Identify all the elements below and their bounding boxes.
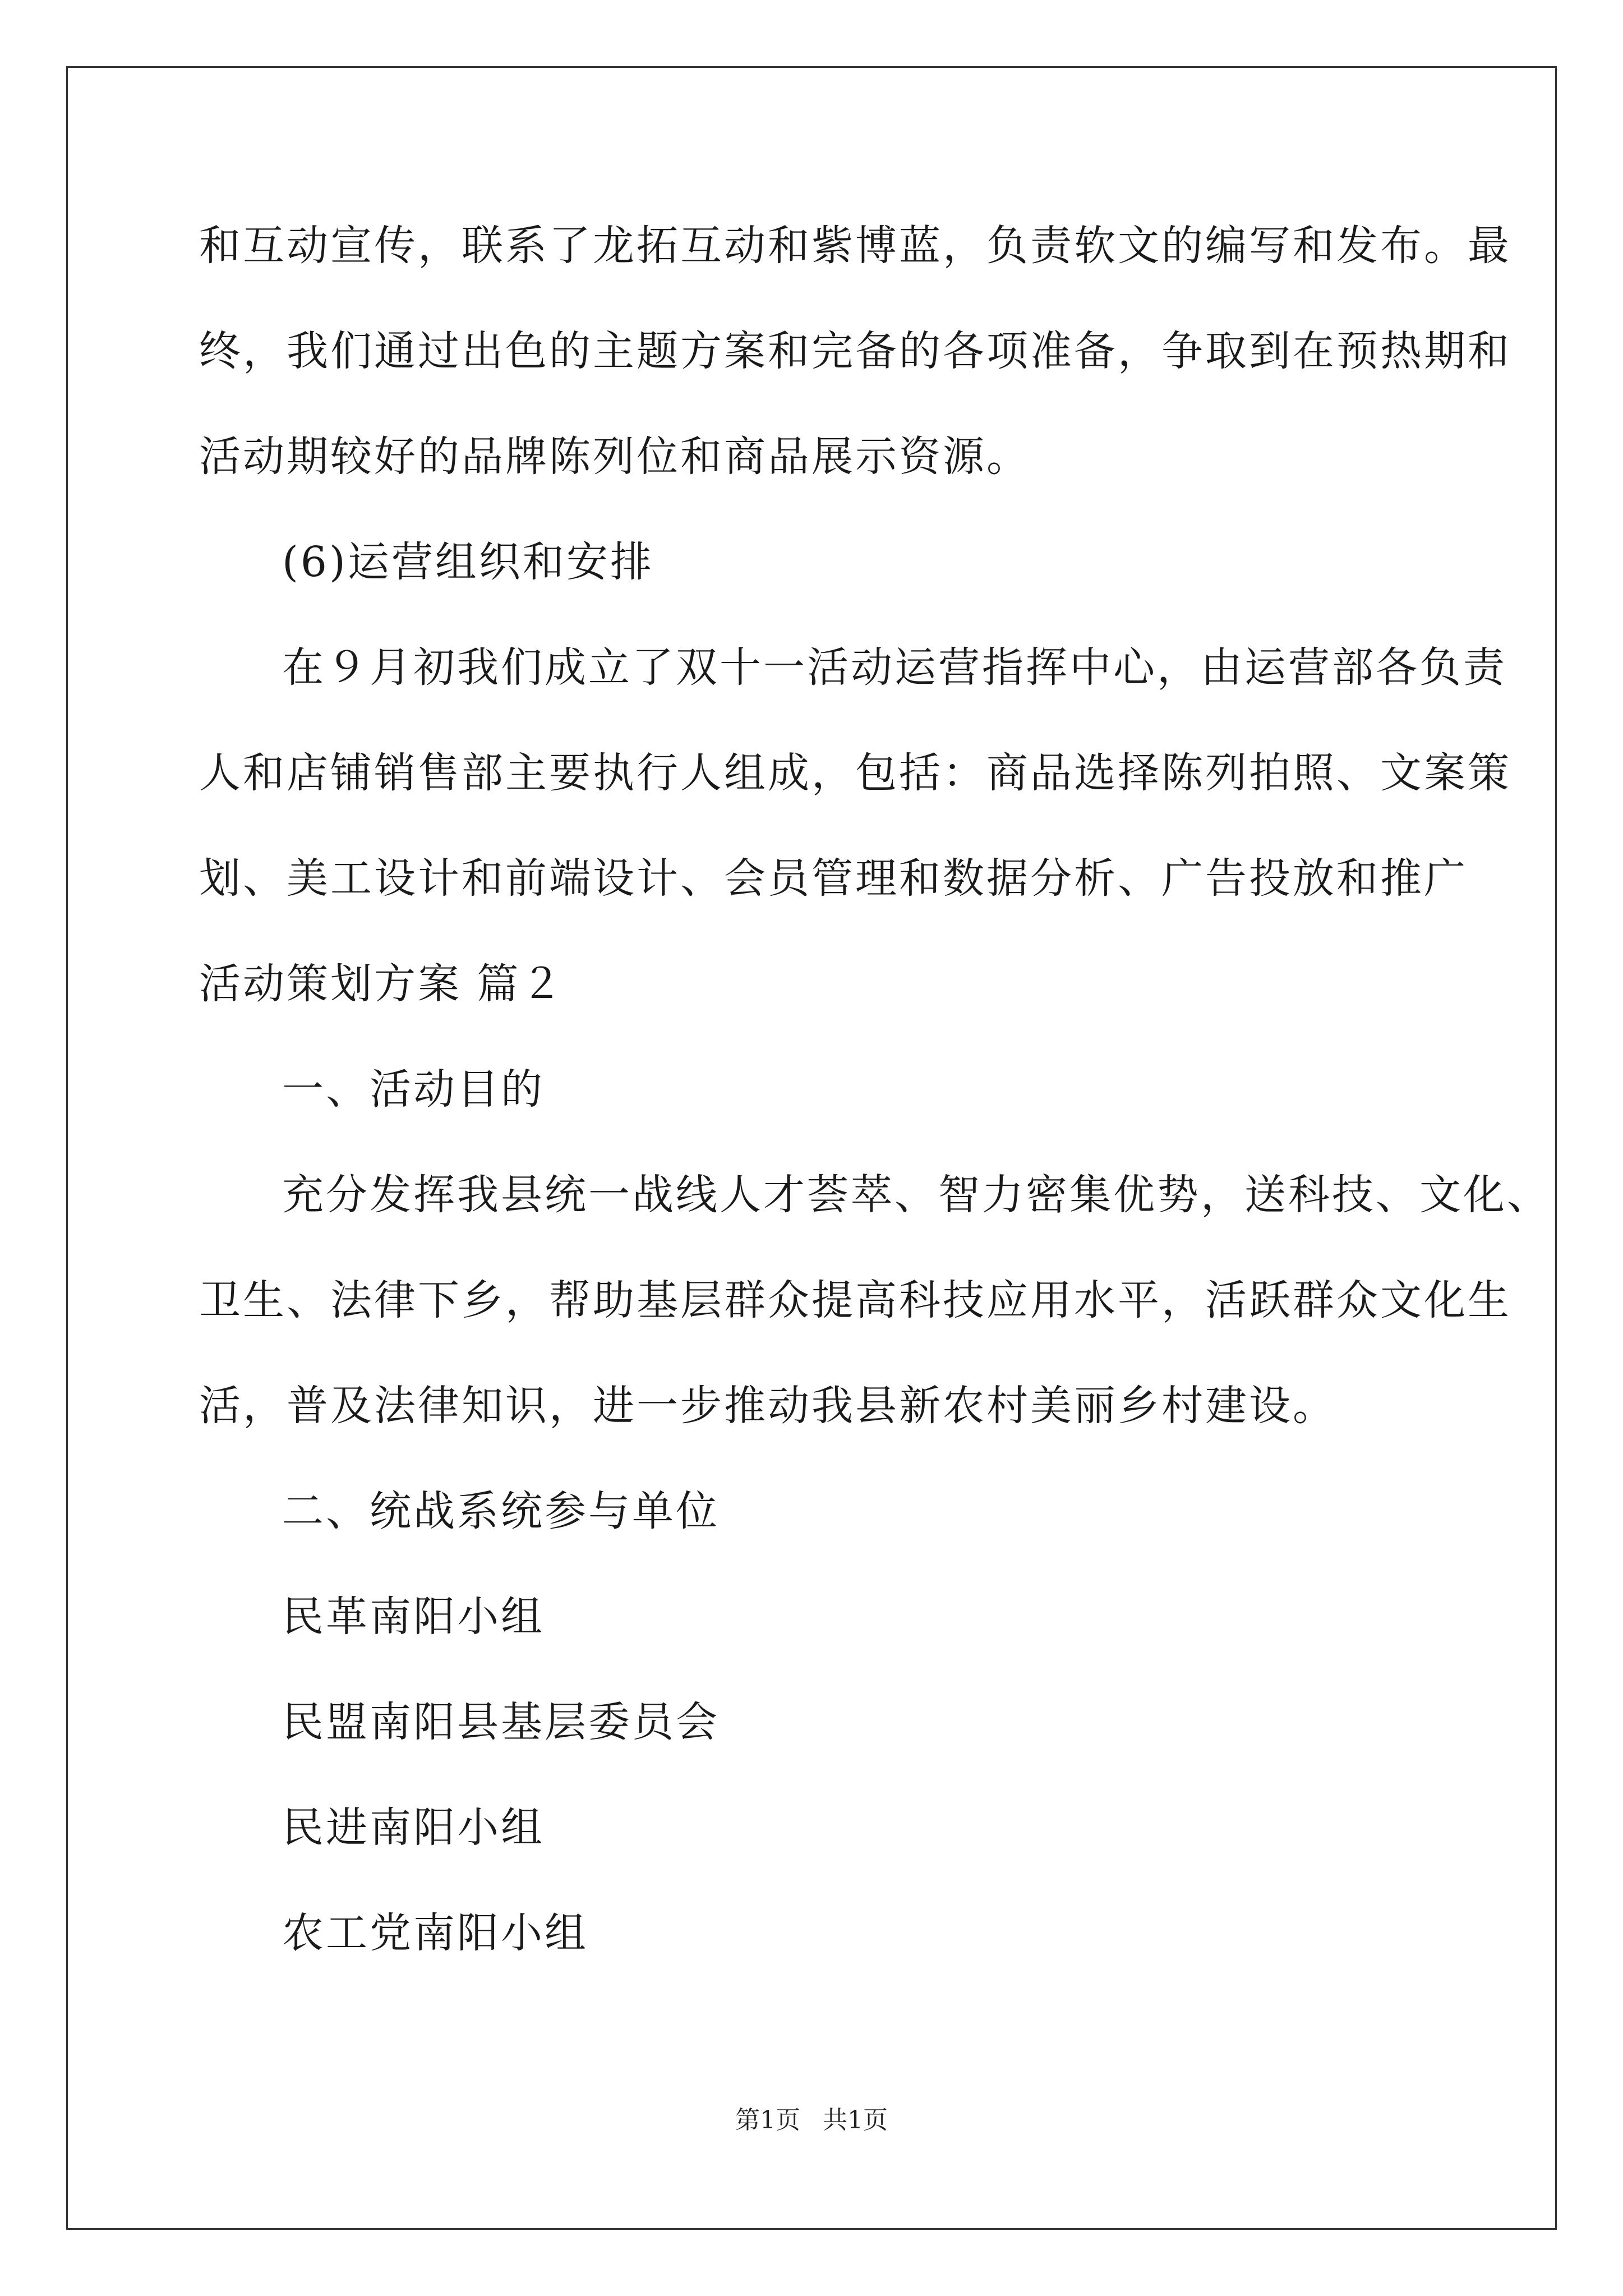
paragraph-line: 终，我们通过出色的主题方案和完备的各项准备，争取到在预热期和 bbox=[199, 327, 1511, 375]
paragraph-line: 活，普及法律知识，进一步推动我县新农村美丽乡村建设。 bbox=[199, 1382, 1336, 1430]
section-heading: (6)运营组织和安排 bbox=[282, 538, 654, 586]
paragraph-line: 在９月初我们成立了双十一活动运营指挥中心，由运营部各负责 bbox=[282, 643, 1507, 692]
section-heading: 一、活动目的 bbox=[282, 1065, 545, 1114]
paragraph-line: 卫生、法律下乡，帮助基层群众提高科技应用水平，活跃群众文化生 bbox=[199, 1276, 1511, 1324]
page-total: 共1页 bbox=[823, 2106, 888, 2134]
list-item: 民进南阳小组 bbox=[282, 1803, 545, 1852]
list-item: 民革南阳小组 bbox=[282, 1593, 545, 1641]
page-number: 第1页 bbox=[735, 2106, 800, 2134]
list-item: 农工党南阳小组 bbox=[282, 1909, 588, 1957]
paragraph-line: 和互动宣传，联系了龙拓互动和紫博蓝，负责软文的编写和发布。最 bbox=[199, 222, 1511, 270]
list-item: 民盟南阳县基层委员会 bbox=[282, 1698, 720, 1746]
paragraph-line: 人和店铺销售部主要执行人组成，包括：商品选择陈列拍照、文案策 bbox=[199, 749, 1511, 797]
paragraph-line: 充分发挥我县统一战线人才荟萃、智力密集优势，送科技、文化、 bbox=[282, 1171, 1551, 1219]
page-footer bbox=[0, 2104, 1623, 2137]
section-heading: 二、统战系统参与单位 bbox=[282, 1487, 720, 1535]
section-title: 活动策划方案 篇２ bbox=[199, 960, 565, 1008]
paragraph-line: 活动期较好的品牌陈列位和商品展示资源。 bbox=[199, 432, 1030, 481]
page-border bbox=[66, 66, 1557, 2230]
paragraph-line: 划、美工设计和前端设计、会员管理和数据分析、广告投放和推广 bbox=[199, 854, 1468, 903]
